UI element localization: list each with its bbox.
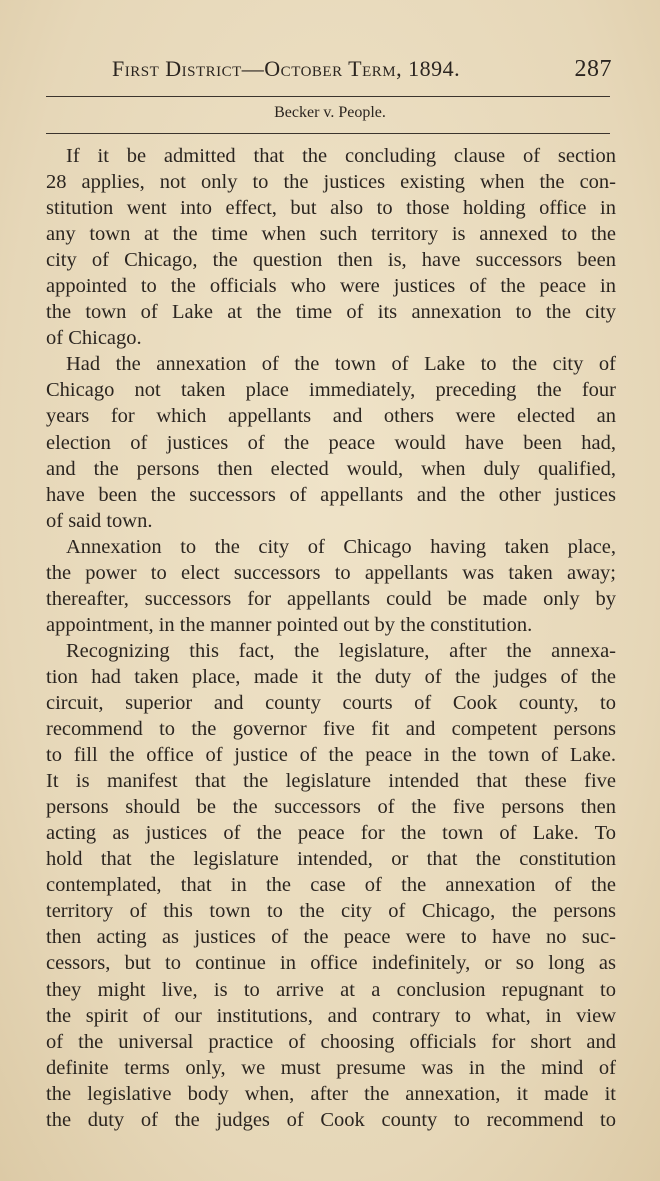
running-title: First District—October Term, 1894. (112, 56, 461, 81)
text-line: territory of this town to the city of Chicago, the persons (46, 900, 616, 923)
text-line: have been the successors of appellants and the other justices (46, 483, 616, 506)
page-number: 287 (574, 56, 612, 82)
text-line: to fill the office of justice of the peace in the town of Lake. (46, 744, 616, 767)
text-line: of said town. (46, 509, 153, 532)
text-line: of the universal practice of choosing officials for short and (46, 1030, 616, 1053)
text-line: years for which appellants and others were elected an (46, 405, 616, 428)
text-line: and the persons then elected would, when duly qualified, (46, 457, 616, 480)
case-title-rule (46, 133, 610, 134)
header-rule (46, 96, 610, 97)
text-line: any town at the time when such territory is annexed to the (46, 223, 616, 246)
text-line: circuit, superior and county courts of Cook county, to (46, 691, 616, 714)
text-line: persons should be the successors of the five persons then (46, 796, 616, 819)
text-line: the legislative body when, after the annexation, it made it (46, 1082, 616, 1105)
text-line: of Chicago. (46, 327, 142, 350)
running-head (112, 56, 612, 86)
text-line: the town of Lake at the time of its annexation to the city (46, 301, 616, 324)
text-line: the duty of the judges of Cook county to recommend to (46, 1108, 616, 1131)
text-line: Annexation to the city of Chicago having taken place, (66, 535, 616, 558)
case-title: Becker v. People. (274, 104, 386, 121)
text-line: appointment, in the manner pointed out by the constitution. (46, 613, 533, 636)
text-line: It is manifest that the legislature intended that these five (46, 770, 616, 793)
text-line: appointed to the officials who were justices of the peace in (46, 275, 616, 298)
text-line: the spirit of our institutions, and contrary to what, in view (46, 1004, 616, 1027)
text-line: acting as justices of the peace for the town of Lake. To (46, 822, 616, 845)
text-line: election of justices of the peace would have been had, (46, 431, 616, 454)
text-line: 28 applies, not only to the justices existing when the con- (46, 171, 616, 194)
text-line: stitution went into effect, but also to those holding office in (46, 197, 616, 220)
text-line: Recognizing this fact, the legislature, after the annexa- (66, 639, 616, 662)
text-line: the power to elect successors to appellants was taken away; (46, 561, 616, 584)
text-line: tion had taken place, made it the duty of the judges of the (46, 665, 616, 688)
text-line: Chicago not taken place immediately, preceding the four (46, 379, 616, 402)
text-line: cessors, but to continue in office indefinitely, or so long as (46, 952, 616, 975)
text-line: contemplated, that in the case of the annexation of the (46, 874, 616, 897)
text-line: recommend to the governor five fit and competent persons (46, 718, 616, 741)
text-line: Had the annexation of the town of Lake to the city of (66, 353, 616, 376)
opinion-text (46, 143, 616, 1133)
text-line: they might live, is to arrive at a conclusion repugnant to (46, 978, 616, 1001)
text-line: If it be admitted that the concluding clause of section (66, 145, 616, 167)
text-line: definite terms only, we must presume was in the mind of (46, 1056, 616, 1079)
text-line: thereafter, successors for appellants could be made only by (46, 587, 616, 610)
text-line: city of Chicago, the question then is, have successors been (46, 249, 616, 272)
text-line: then acting as justices of the peace were to have no suc- (46, 926, 616, 949)
text-line: hold that the legislature intended, or that the constitution (46, 848, 616, 871)
